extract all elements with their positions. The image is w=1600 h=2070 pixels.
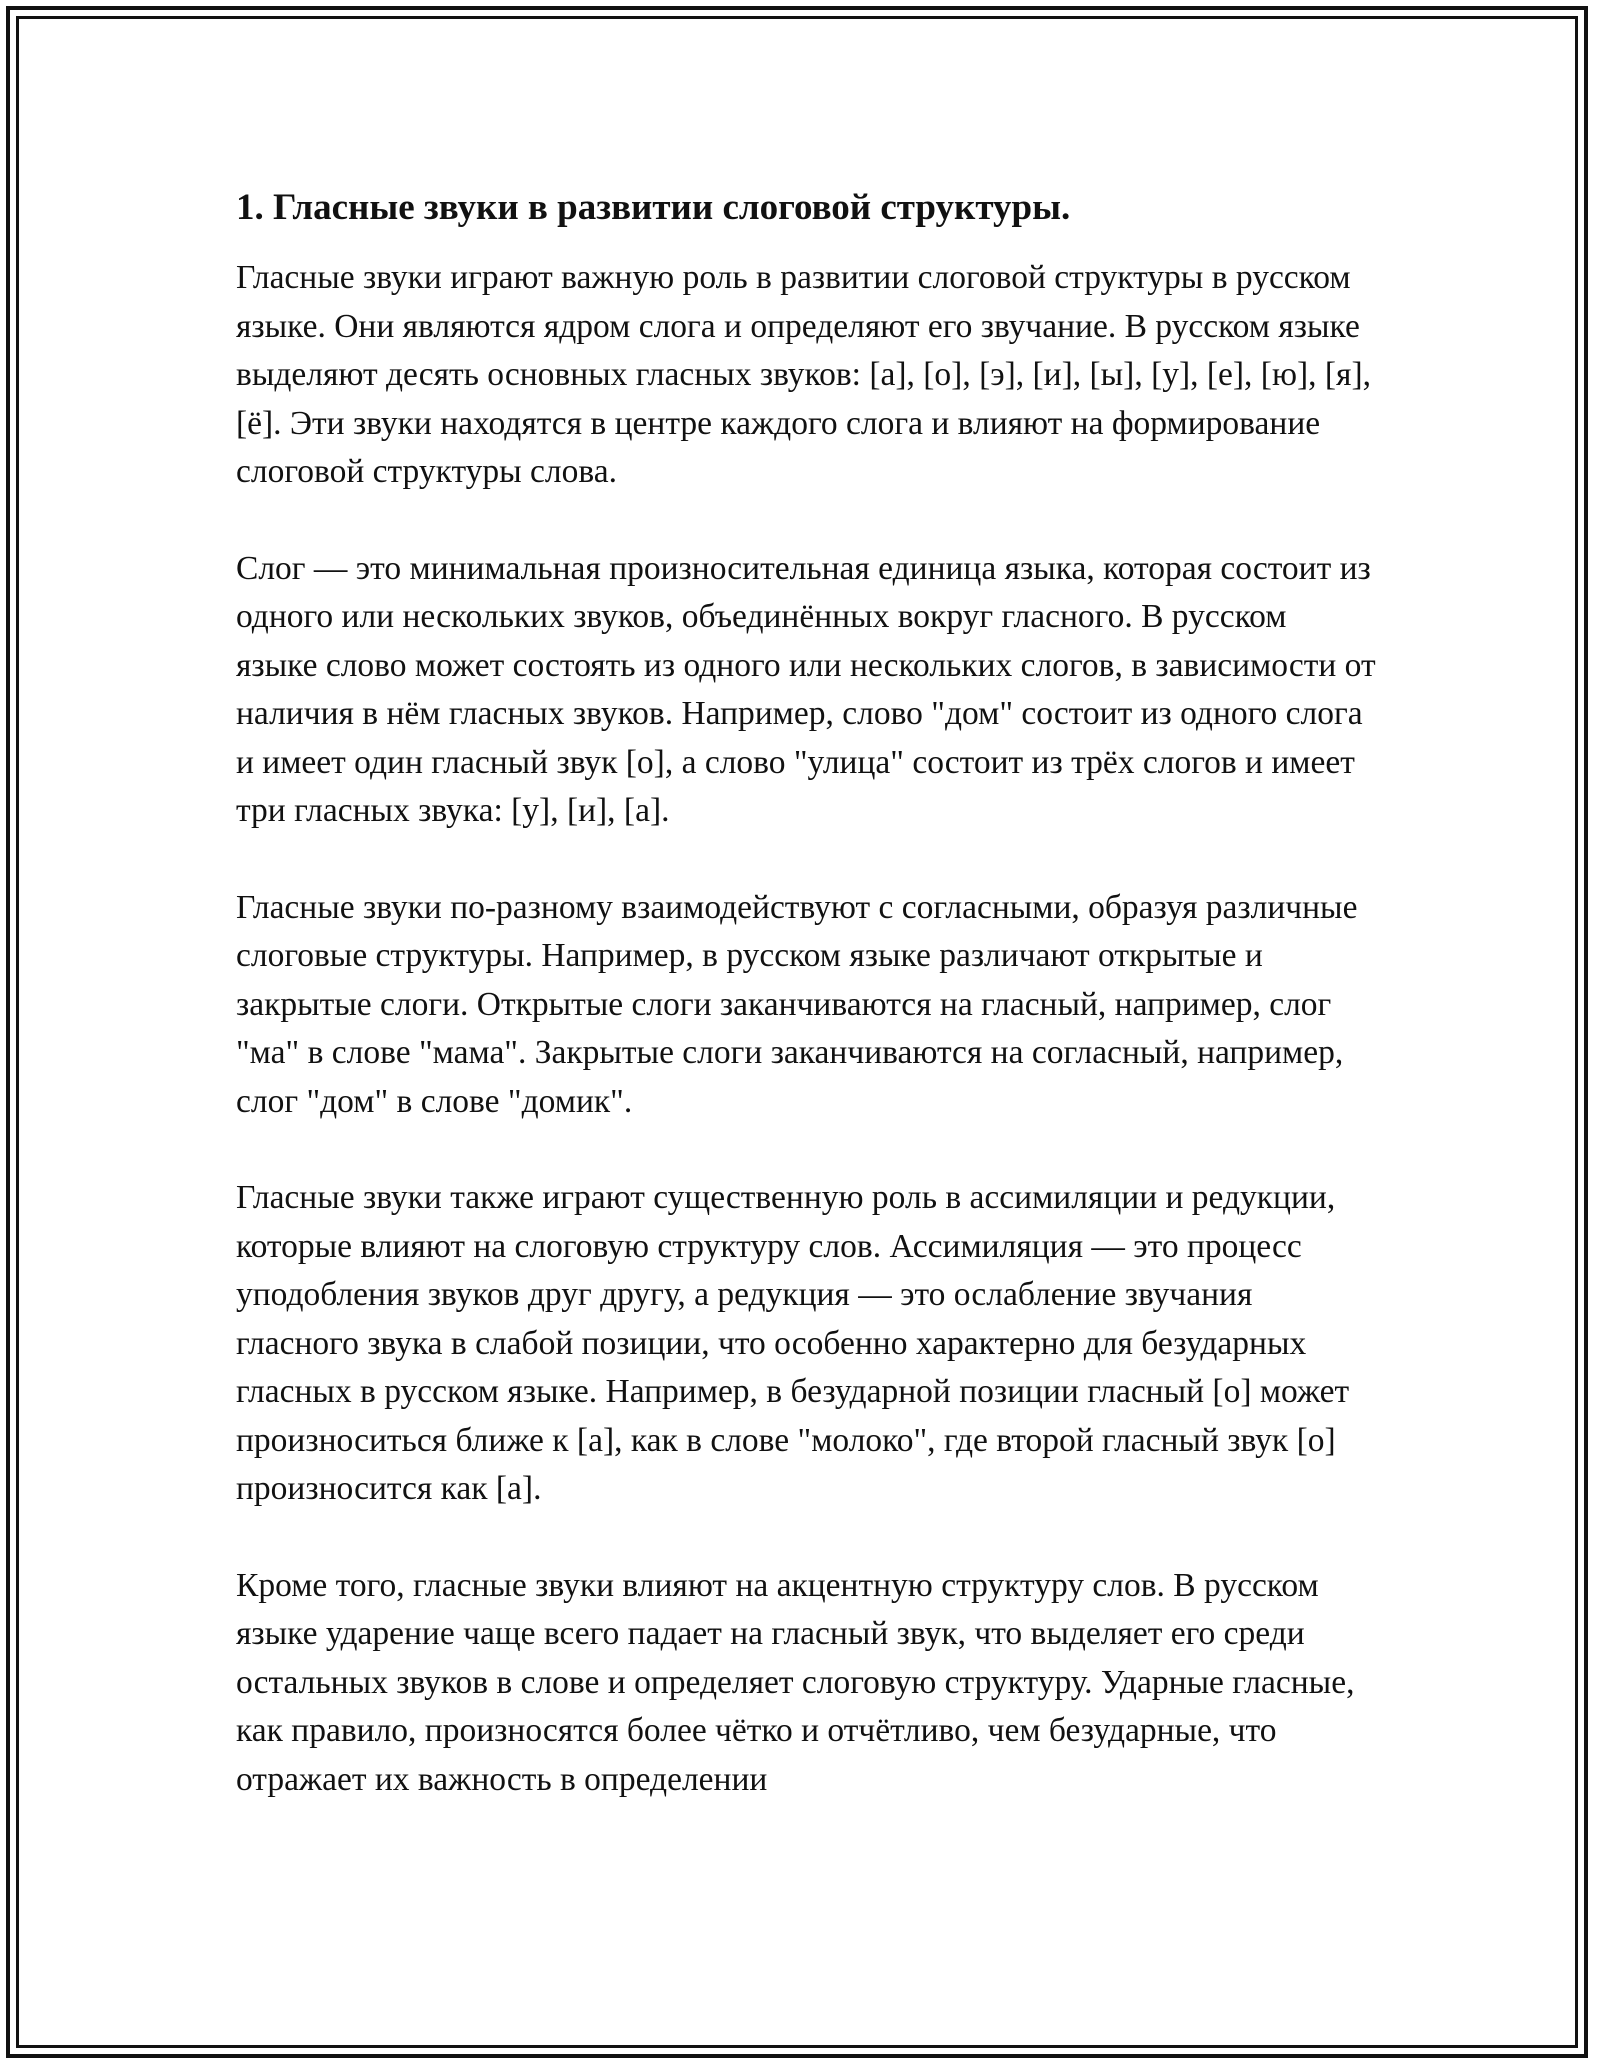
paragraph-stress-structure: Кроме того, гласные звуки влияют на акцентную структуру слов. В русском языке ударение чаще всего падает на гласный звук, что выделяет его среди остальных звуков в слове и определяет слоговую структуру. Ударные гласные, как правило, произносятся более чётко и отчётливо, чем безударные, что отражает их важность в определении [236,1566,1355,1798]
document-body [236,184,1376,1852]
paragraph-open-closed-syllables: Гласные звуки по-разному взаимодействуют с согласными, образуя различные слоговые структуры. Например, в русском языке различают открытые и закрытые слоги. Открытые слоги заканчиваются на гласный, например, слог "ма" в слове "мама". Закрытые слоги заканчиваются на согласный, например, слог "дом" в слове "домик". [236,888,1358,1120]
paragraph-syllable-definition: Слог — это минимальная произносительная единица языка, которая состоит из одного или нескольких звуков, объединённых вокруг гласного. В русском языке слово может состоять из одного или нескольких слогов, в зависимости от наличия в нём гласных звуков. Например, слово "дом" состоит из одного слога и имеет один гласный звук [о], а слово "улица" состоит из трёх слогов и имеет три гласных звука: [у], [и], [а]. [236,549,1376,830]
section-heading: 1. Гласные звуки в развитии слоговой структуры. [236,187,1071,228]
paragraph-vowels-role: Гласные звуки играют важную роль в развитии слоговой структуры в русском языке. Они являются ядром слога и определяют его звучание. В русском языке выделяют десять основных гласных звуков: [а], [о], [э], [и], [ы], [у], [е], [ю], [я], [ё]. Эти звуки находятся в центре каждого слога и влияют на формирование слоговой структуры слова. [236,259,1371,491]
paragraph-assimilation-reduction: Гласные звуки также играют существенную роль в ассимиляции и редукции, которые влияют на слоговую структуру слов. Ассимиляция — это процесс уподобления звуков друг другу, а редукция — это ослабление звучания гласного звука в слабой позиции, что особенно характерно для безударных гласных в русском языке. Например, в безударной позиции гласный [о] может произноситься ближе к [а], как в слове "молоко", где второй гласный звук [о] произносится как [а]. [236,1179,1350,1508]
